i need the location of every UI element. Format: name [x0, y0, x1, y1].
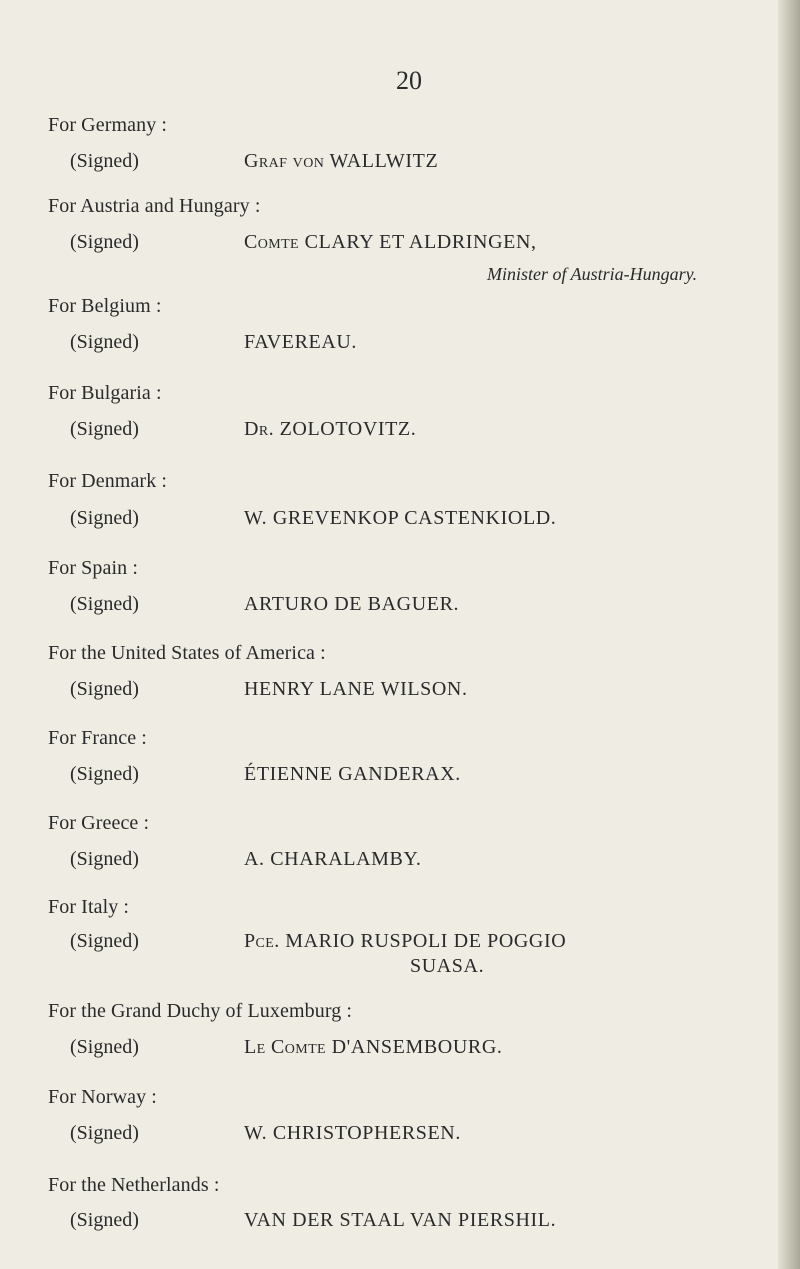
heading-belgium: For Belgium : [48, 295, 162, 317]
signatory-greece: A. CHARALAMBY. [244, 848, 422, 870]
signed-label-denmark: (Signed) [70, 507, 139, 529]
signed-label-germany: (Signed) [70, 150, 139, 172]
signed-label-france: (Signed) [70, 763, 139, 785]
signatory-spain: ARTURO DE BAGUER. [244, 593, 460, 615]
signed-label-luxemburg: (Signed) [70, 1036, 139, 1058]
signatory-austria-hungary [244, 231, 537, 254]
signed-label-netherlands: (Signed) [70, 1209, 139, 1231]
signatory-name-italy: MARIO RUSPOLI DE POGGIO [285, 930, 567, 952]
signed-label-belgium: (Signed) [70, 331, 139, 353]
signatory-prefix-luxemburg: Le Comte [244, 1036, 326, 1058]
heading-austria-hungary: For Austria and Hungary : [48, 195, 261, 217]
signatory-luxemburg [244, 1036, 502, 1059]
signatory-prefix-germany: Graf von [244, 150, 325, 172]
signatory-france: ÉTIENNE GANDERAX. [244, 763, 461, 785]
page-number: 20 [396, 66, 422, 95]
signed-label-norway: (Signed) [70, 1122, 139, 1144]
signatory-name-bulgaria: ZOLOTOVITZ. [279, 418, 417, 440]
signatory-name-luxemburg: D'ANSEMBOURG. [331, 1036, 503, 1058]
heading-bulgaria: For Bulgaria : [48, 382, 162, 404]
signed-label-greece: (Signed) [70, 848, 139, 870]
heading-norway: For Norway : [48, 1086, 157, 1108]
signatory-name-germany: WALLWITZ [329, 150, 439, 172]
signatory-germany [244, 150, 438, 173]
signatory-italy [244, 930, 566, 953]
signed-label-italy: (Signed) [70, 930, 139, 952]
signatory-denmark: W. GREVENKOP CASTENKIOLD. [244, 507, 557, 529]
signed-label-spain: (Signed) [70, 593, 139, 615]
signatory-belgium: FAVEREAU. [244, 331, 358, 353]
signatory-prefix-austria-hungary: Comte [244, 231, 300, 253]
heading-france: For France : [48, 727, 147, 749]
page-edge-shadow [778, 0, 800, 1269]
heading-denmark: For Denmark : [48, 470, 168, 492]
heading-netherlands: For the Netherlands : [48, 1174, 220, 1196]
heading-luxemburg: For the Grand Duchy of Luxemburg : [48, 1000, 353, 1022]
heading-united-states: For the United States of America : [48, 642, 326, 664]
signatory-norway: W. CHRISTOPHERSEN. [244, 1122, 461, 1144]
signatory-united-states: HENRY LANE WILSON. [244, 678, 468, 700]
signatory-name-italy-continued: SUASA. [410, 955, 485, 977]
signatory-name-austria-hungary: CLARY ET ALDRINGEN, [304, 231, 537, 253]
signatory-title-austria-hungary: Minister of Austria-Hungary. [487, 264, 698, 284]
signatory-prefix-bulgaria: Dr. [244, 418, 274, 440]
heading-germany: For Germany : [48, 114, 168, 136]
heading-italy: For Italy : [48, 896, 130, 918]
heading-spain: For Spain : [48, 557, 138, 579]
signed-label-united-states: (Signed) [70, 678, 139, 700]
heading-greece: For Greece : [48, 812, 150, 834]
signed-label-bulgaria: (Signed) [70, 418, 139, 440]
signatory-bulgaria [244, 418, 416, 441]
signed-label-austria-hungary: (Signed) [70, 231, 139, 253]
signatory-netherlands: VAN DER STAAL VAN PIERSHIL. [244, 1209, 557, 1231]
signatory-prefix-italy: Pce. [244, 930, 280, 952]
